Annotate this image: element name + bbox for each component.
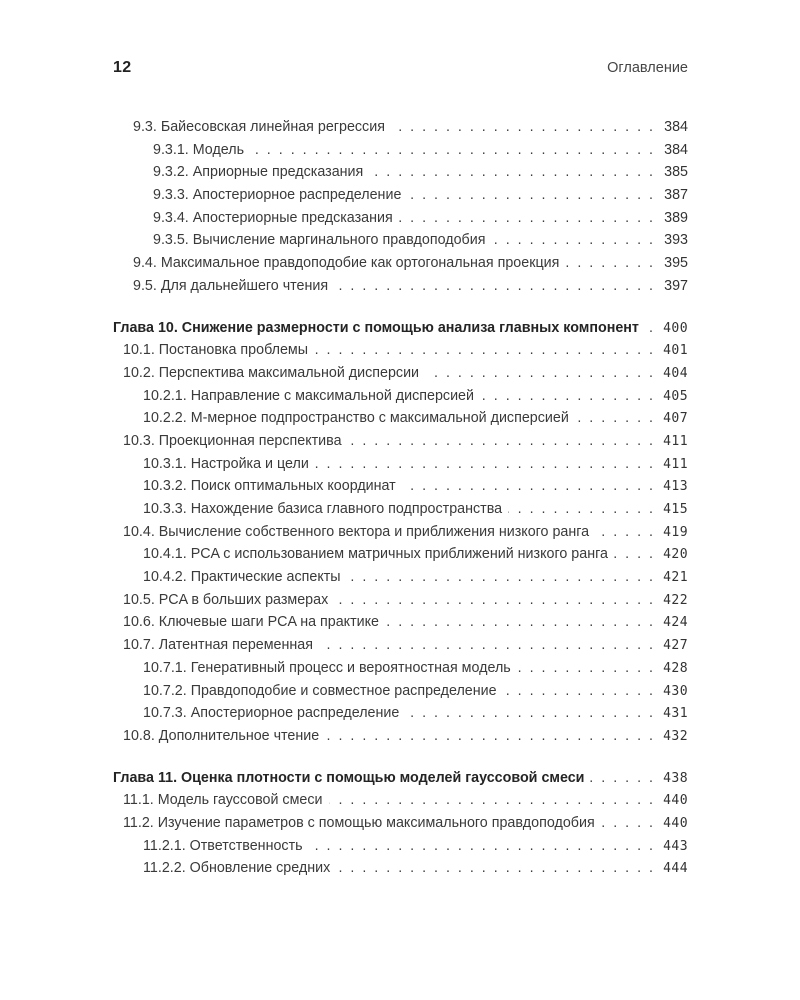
toc-section	[113, 767, 688, 880]
toc-entry	[133, 252, 688, 275]
toc-entry	[143, 385, 688, 408]
table-of-contents	[113, 116, 688, 880]
dot-leader	[325, 725, 654, 748]
toc-entry	[143, 702, 688, 725]
toc-entry-page: 421	[663, 570, 688, 586]
toc-entry-label: 9.3.3. Апостериорное распределение	[153, 187, 402, 204]
toc-entry	[153, 184, 688, 207]
dot-leader	[565, 252, 654, 275]
dot-leader	[508, 498, 654, 521]
toc-entry-page: 431	[663, 706, 688, 722]
toc-entry	[153, 161, 688, 184]
toc-entry-page: 393	[664, 232, 688, 249]
toc-entry	[123, 521, 688, 544]
toc-entry	[143, 857, 688, 880]
toc-entry-page: 432	[663, 728, 688, 744]
toc-list	[113, 116, 688, 880]
toc-entry-page: 411	[663, 433, 688, 449]
toc-entry-label: 9.3.1. Модель	[153, 141, 245, 158]
toc-entry	[153, 207, 688, 230]
toc-entry-page: 422	[663, 592, 688, 608]
toc-entry-page: 395	[664, 255, 688, 272]
dot-leader	[407, 184, 654, 207]
toc-entry-page: 400	[663, 320, 688, 336]
dot-leader	[319, 634, 654, 657]
dot-leader	[329, 789, 655, 812]
toc-entry	[143, 475, 688, 498]
toc-entry-page: 411	[663, 456, 688, 472]
toc-entry-page: 387	[664, 187, 688, 204]
toc-entry	[143, 453, 688, 476]
toc-entry	[123, 789, 688, 812]
toc-entry-page: 438	[663, 770, 688, 786]
toc-entry-page: 404	[663, 365, 688, 381]
toc-chapter-heading	[113, 767, 688, 790]
toc-entry-label: 10.2.1. Направление с максимальной дисперсией	[143, 387, 474, 404]
toc-entry	[123, 725, 688, 748]
dot-leader	[336, 857, 654, 880]
dot-leader	[402, 475, 654, 498]
toc-entry-page: 401	[663, 343, 688, 359]
toc-entry-label: 11.1. Модель гауссовой смеси	[123, 792, 323, 809]
dot-leader	[503, 680, 654, 703]
toc-entry	[153, 139, 688, 162]
dot-leader	[491, 229, 654, 252]
dot-leader	[645, 317, 654, 340]
toc-entry	[133, 116, 688, 139]
toc-entry-label: Глава 11. Оценка плотности с помощью моделей гауссовой смеси	[113, 769, 585, 786]
toc-entry-label: 11.2.1. Ответственность	[143, 837, 303, 854]
toc-entry-page: 424	[663, 615, 688, 631]
dot-leader	[480, 385, 654, 408]
dot-leader	[314, 339, 654, 362]
toc-entry-page: 384	[664, 141, 688, 158]
running-head-title: Оглавление	[607, 60, 688, 76]
toc-entry-label: 9.3.5. Вычисление маргинального правдоподобия	[153, 232, 486, 249]
toc-entry-label: 10.3. Проекционная перспектива	[123, 432, 342, 449]
toc-entry-page: 443	[663, 838, 688, 854]
toc-entry-label: 9.3.2. Априорные предсказания	[153, 164, 364, 181]
toc-entry-label: 10.5. PCA в больших размерах	[123, 591, 329, 608]
toc-entry-label: 10.3.1. Настройка и цели	[143, 455, 309, 472]
toc-entry-label: 10.6. Ключевые шаги PCA на практике	[123, 614, 379, 631]
toc-entry-label: 9.3.4. Апостериорные предсказания	[153, 209, 393, 226]
dot-leader	[425, 362, 654, 385]
dot-leader	[575, 407, 654, 430]
toc-entry	[123, 634, 688, 657]
toc-entry	[133, 275, 688, 298]
toc-entry-label: 10.7. Латентная переменная	[123, 637, 313, 654]
toc-entry-label: 10.7.1. Генеративный процесс и вероятностная модель	[143, 659, 511, 676]
toc-section	[113, 116, 688, 298]
dot-leader	[334, 275, 654, 298]
toc-entry-label: 10.2. Перспектива максимальной дисперсии	[123, 364, 420, 381]
toc-entry-label: 10.3.3. Нахождение базиса главного подпространства	[143, 501, 503, 517]
toc-entry-label: 10.4. Вычисление собственного вектора и приближения низкого ранга	[123, 523, 590, 540]
dot-leader	[595, 521, 654, 544]
toc-entry-page: 385	[664, 164, 688, 181]
page-number: 12	[113, 59, 132, 76]
dot-leader	[391, 116, 654, 139]
toc-entry	[143, 543, 688, 566]
dot-leader	[250, 139, 654, 162]
dot-leader	[399, 207, 654, 230]
toc-entry-label: 10.3.2. Поиск оптимальных координат	[143, 478, 396, 495]
toc-entry	[123, 362, 688, 385]
dot-leader	[614, 543, 654, 566]
toc-entry	[123, 589, 688, 612]
toc-entry	[153, 229, 688, 252]
dot-leader	[334, 589, 654, 612]
toc-entry-page: 415	[663, 502, 688, 517]
toc-entry	[123, 430, 688, 453]
toc-entry-page: 397	[664, 277, 688, 294]
toc-entry-label: 10.4.1. PCA с использованием матричных приближений низкого ранга	[143, 546, 608, 563]
toc-entry-page: 413	[663, 479, 688, 495]
toc-entry	[123, 611, 688, 634]
toc-entry-page: 407	[663, 411, 688, 427]
toc-entry-label: 10.4.2. Практические аспекты	[143, 569, 341, 586]
toc-entry-page: 427	[663, 638, 688, 654]
toc-entry-label: 10.2.2. М-мерное подпространство с максимальной дисперсией	[143, 410, 569, 427]
toc-entry	[123, 339, 688, 362]
toc-entry-page: 420	[663, 547, 688, 563]
toc-entry-label: 10.7.2. Правдоподобие и совместное распределение	[143, 682, 497, 699]
dot-leader	[348, 430, 654, 453]
toc-entry-label: 10.1. Постановка проблемы	[123, 342, 309, 359]
toc-entry-label: 10.8. Дополнительное чтение	[123, 727, 320, 744]
toc-entry-page: 405	[663, 388, 688, 404]
toc-entry	[123, 812, 688, 835]
dot-leader	[405, 702, 654, 725]
dot-leader	[315, 453, 654, 476]
toc-entry-page: 440	[663, 793, 688, 809]
toc-entry-page: 419	[663, 524, 688, 540]
dot-leader	[347, 566, 654, 589]
toc-entry	[143, 680, 688, 703]
toc-entry-page: 384	[664, 119, 688, 135]
toc-entry	[143, 835, 688, 858]
toc-entry-label: 9.4. Максимальное правдоподобие как ортогональная проекция	[133, 255, 560, 272]
toc-entry-label: Глава 10. Снижение размерности с помощью анализа главных компонент	[113, 319, 639, 336]
toc-entry	[143, 566, 688, 589]
toc-entry	[143, 407, 688, 430]
toc-entry-label: 10.7.3. Апостериорное распределение	[143, 705, 400, 722]
toc-entry-label: 9.5. Для дальнейшего чтения	[133, 277, 329, 294]
toc-section	[113, 317, 688, 748]
toc-entry-page: 428	[663, 660, 688, 676]
toc-entry-page: 440	[663, 815, 688, 831]
toc-entry-page: 389	[664, 209, 688, 226]
dot-leader	[369, 161, 654, 184]
dot-leader	[601, 812, 654, 835]
page-header	[113, 59, 688, 77]
toc-chapter-heading	[113, 317, 688, 340]
dot-leader	[309, 835, 654, 858]
toc-entry	[143, 657, 688, 680]
toc-entry	[143, 498, 688, 521]
dot-leader	[385, 611, 654, 634]
dot-leader	[517, 657, 654, 680]
toc-entry-label: 11.2. Изучение параметров с помощью максимального правдоподобия	[123, 814, 595, 831]
toc-entry-label: 11.2.2. Обновление средних	[143, 860, 331, 877]
toc-entry-label: 9.3. Байесовская линейная регрессия	[133, 119, 385, 135]
toc-entry-page: 430	[663, 683, 688, 699]
toc-entry-page: 444	[663, 861, 688, 877]
dot-leader	[590, 767, 654, 790]
